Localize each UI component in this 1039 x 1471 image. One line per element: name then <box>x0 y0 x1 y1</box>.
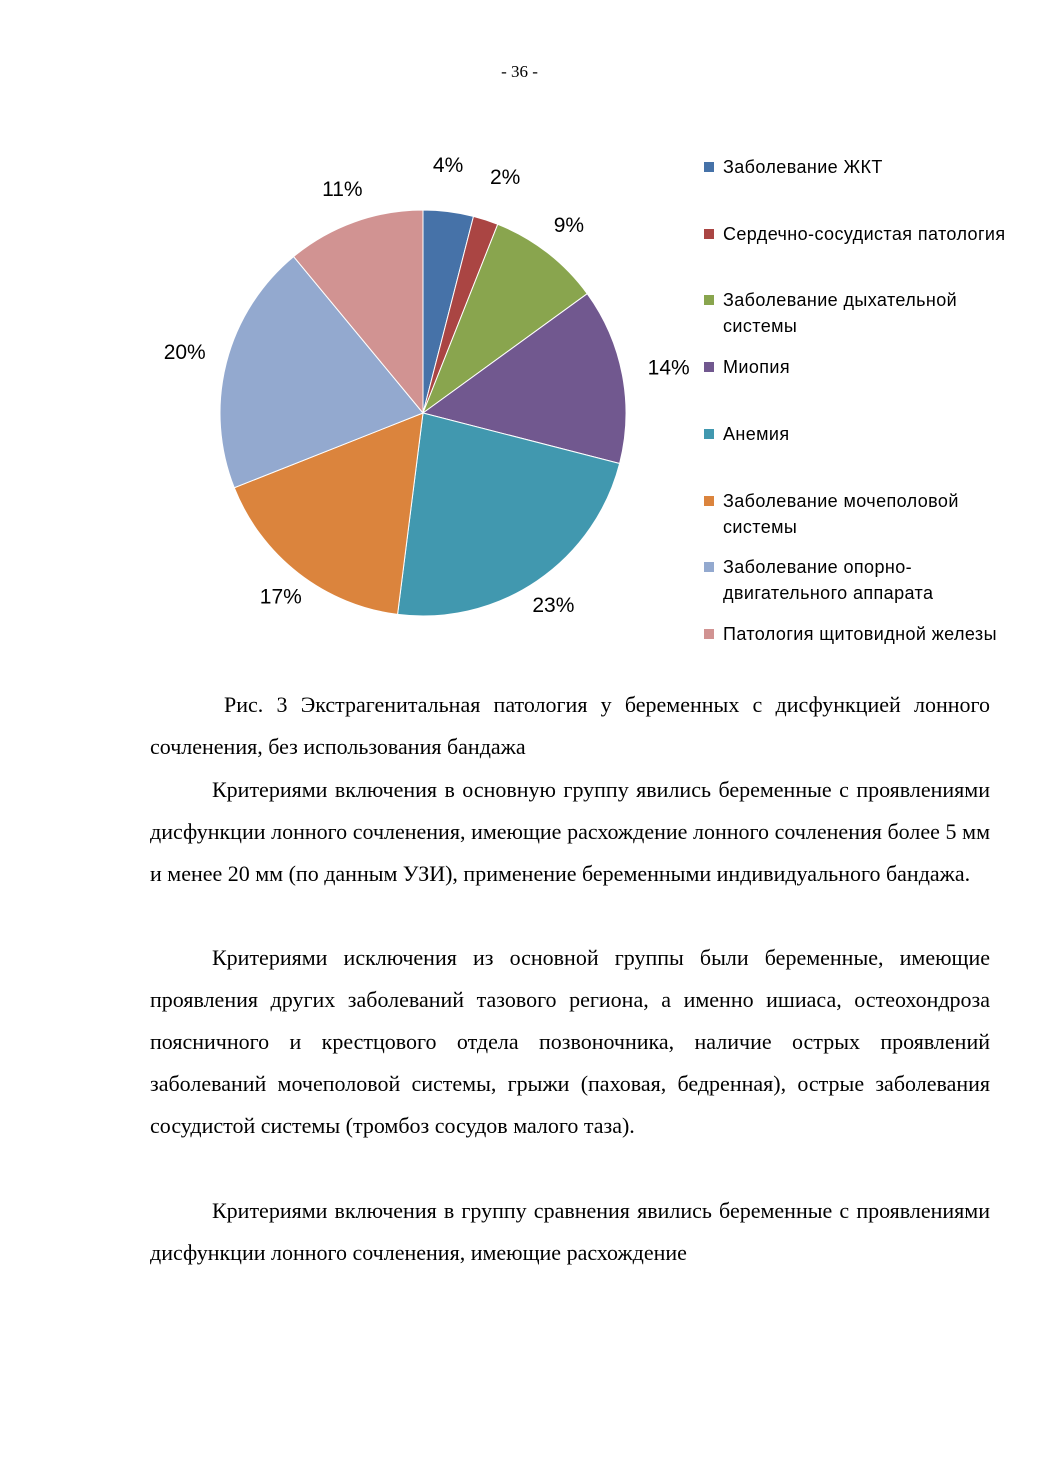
legend-label: Заболевание мочеполовой системы <box>723 491 959 537</box>
legend-item <box>704 554 1024 606</box>
figure-caption <box>150 684 990 768</box>
legend-swatch <box>704 429 714 439</box>
legend-item <box>704 287 1024 339</box>
legend-swatch <box>704 229 714 239</box>
pie-data-label: 4% <box>432 153 464 177</box>
pie-data-label: 14% <box>647 356 690 380</box>
legend-swatch <box>704 629 714 639</box>
page-number: - 36 - <box>501 62 538 81</box>
pie-chart <box>150 153 710 650</box>
legend-label: Сердечно-сосудистая патология <box>723 224 1006 244</box>
legend-item <box>704 221 1024 247</box>
caption-text: Рис. 3 Экстрагенитальная патология у беременных с дисфункцией лонного сочленения, без использования бандажа <box>150 692 990 759</box>
legend-item <box>704 488 1024 540</box>
legend-swatch <box>704 295 714 305</box>
legend-item <box>704 354 1024 380</box>
legend-item <box>704 621 1024 647</box>
pie-data-label: 20% <box>163 340 206 364</box>
paragraph-inclusion-criteria: Критериями включения в основную группу явились беременные с проявлениями дисфункции лонного сочленения, имеющие расхождение лонного сочленения более 5 мм и менее 20 мм (по данным УЗИ), применение беременными индивидуального бандажа. <box>150 777 990 886</box>
legend-label: Заболевание дыхательной системы <box>723 290 958 336</box>
paragraph-comparison-criteria: Критериями включения в группу сравнения явились беременные с проявлениями дисфункции лонного сочленения, имеющие расхождение <box>150 1198 990 1265</box>
legend-label: Анемия <box>723 424 790 444</box>
legend-item <box>704 154 1024 180</box>
legend-swatch <box>704 562 714 572</box>
pie-data-label: 23% <box>532 593 575 617</box>
legend-swatch <box>704 362 714 372</box>
pie-data-label: 9% <box>553 213 585 237</box>
pie-data-label: 11% <box>322 178 363 202</box>
legend-item <box>704 421 1024 447</box>
legend-swatch <box>704 162 714 172</box>
pie-data-label: 2% <box>489 165 521 189</box>
legend-swatch <box>704 496 714 506</box>
legend-label: Заболевание ЖКТ <box>723 157 883 177</box>
legend-label: Патология щитовидной железы <box>723 624 997 644</box>
paragraph-exclusion-criteria: Критериями исключения из основной группы были беременные, имеющие проявления других заболеваний тазового региона, а именно ишиаса, остеохондроза поясничного и крестцового отдела позвоночника, наличие острых проявлений заболеваний мочеполовой системы, грыжи (паховая, бедренная), острые заболевания сосудистой системы (тромбоз сосудов малого таза). <box>150 945 990 1138</box>
legend-label: Миопия <box>723 357 791 377</box>
legend-label: Заболевание опорно-двигательного аппарата <box>723 557 934 603</box>
pie-data-label: 17% <box>259 585 302 609</box>
